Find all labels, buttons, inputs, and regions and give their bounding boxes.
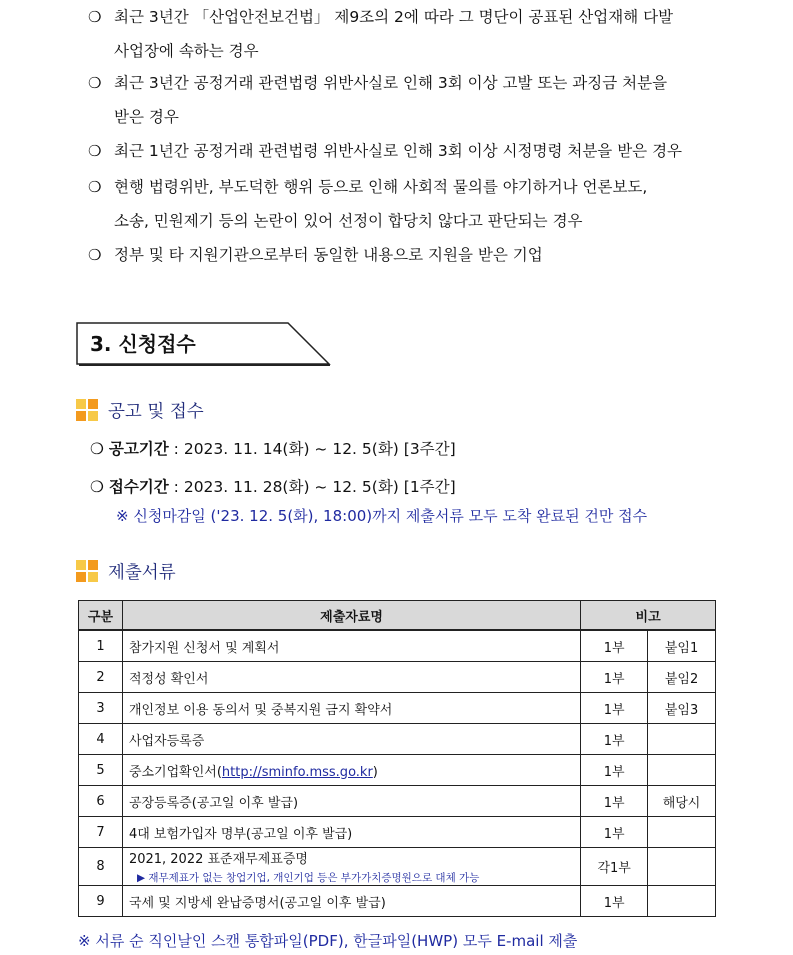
- announce-period-label: 공고기간: [108, 440, 169, 458]
- table-header-row: [79, 601, 716, 631]
- row-name-text: 2021, 2022 표준재무제표증명: [128, 852, 308, 867]
- circle-bullet-icon: ❍: [88, 178, 102, 196]
- row-attach: 붙임2: [648, 662, 716, 693]
- table-row: [79, 786, 716, 817]
- sminfo-link[interactable]: http://sminfo.mss.go.kr: [221, 764, 373, 780]
- row-attach: 붙임1: [648, 630, 716, 662]
- list-item-line: 현행 법령위반, 부도덕한 행위 등으로 인해 사회적 물의를 야기하거나 언론보도,: [114, 178, 648, 196]
- circle-bullet-icon: ❍: [88, 246, 102, 264]
- row-name-suffix: ): [372, 764, 378, 780]
- row-qty: 1부: [581, 817, 648, 848]
- documents-heading-text: 제출서류: [108, 563, 176, 583]
- row-name: 4대 보험가입자 명부(공고일 이후 발급): [122, 817, 580, 848]
- row-name: 개인정보 이용 동의서 및 중복지원 금지 확약서: [122, 693, 580, 724]
- row-no: 5: [79, 755, 123, 786]
- announce-period: [90, 437, 456, 459]
- row-no: 7: [79, 817, 123, 848]
- row-qty: 1부: [581, 786, 648, 817]
- list-item-line: 최근 1년간 공정거래 관련법령 위반사실로 인해 3회 이상 시정명령 처분을 받은 경우: [114, 142, 683, 160]
- row-no: 3: [79, 693, 123, 724]
- row-qty: 각1부: [581, 848, 648, 886]
- circle-bullet-icon: ❍: [90, 478, 104, 496]
- table-row: [79, 817, 716, 848]
- row-no: 8: [79, 848, 123, 886]
- quad-square-icon: [76, 399, 98, 421]
- row-attach: [648, 848, 716, 886]
- row-sub-note: ▶ 재무제표가 없는 창업기업, 개인기업 등은 부가가치증명원으로 대체 가능: [136, 872, 480, 884]
- receipt-period-value: : 2023. 11. 28(화) ~ 12. 5(화) [1주간]: [168, 478, 456, 496]
- list-item: [88, 238, 543, 272]
- section-title: 3. 신청접수: [90, 332, 196, 356]
- list-item: [88, 0, 673, 68]
- row-no: 1: [79, 630, 123, 662]
- table-row: [79, 755, 716, 786]
- row-no: 6: [79, 786, 123, 817]
- announce-period-value: : 2023. 11. 14(화) ~ 12. 5(화) [3주간]: [168, 440, 456, 458]
- list-item-line: 최근 3년간 「산업안전보건법」 제9조의 2에 따라 그 명단이 공표된 산업재해 다발: [114, 8, 674, 26]
- list-item: [88, 170, 647, 238]
- row-qty: 1부: [581, 755, 648, 786]
- row-name: 국세 및 지방세 완납증명서(공고일 이후 발급): [122, 886, 580, 917]
- row-name: [122, 848, 580, 886]
- table-row: [79, 886, 716, 917]
- row-attach: 붙임3: [648, 693, 716, 724]
- notice-heading: [76, 398, 204, 423]
- section-heading-tab: [76, 322, 326, 362]
- column-header-no: 구분: [79, 601, 123, 631]
- row-name: [122, 755, 580, 786]
- submission-footnote: ※ 서류 순 직인날인 스캔 통합파일(PDF), 한글파일(HWP) 모두 E-mail 제출: [78, 932, 578, 950]
- table-row: [79, 630, 716, 662]
- row-name: 참가지원 신청서 및 계획서: [122, 630, 580, 662]
- row-no: 9: [79, 886, 123, 917]
- table-row: [79, 848, 716, 886]
- row-qty: 1부: [581, 693, 648, 724]
- circle-bullet-icon: ❍: [90, 440, 104, 458]
- receipt-period-label: 접수기간: [108, 478, 169, 496]
- row-no: 4: [79, 724, 123, 755]
- list-item: [88, 66, 667, 134]
- row-attach: [648, 886, 716, 917]
- circle-bullet-icon: ❍: [88, 74, 102, 92]
- table-row: [79, 693, 716, 724]
- circle-bullet-icon: ❍: [88, 142, 102, 160]
- row-name: 사업자등록증: [122, 724, 580, 755]
- row-attach: [648, 817, 716, 848]
- deadline-note: ※ 신청마감일 ('23. 12. 5(화), 18:00)까지 제출서류 모두 도착 완료된 건만 접수: [116, 507, 648, 525]
- row-attach: 해당시: [648, 786, 716, 817]
- list-item-line: 정부 및 타 지원기관으로부터 동일한 내용으로 지원을 받은 기업: [114, 246, 543, 264]
- row-qty: 1부: [581, 724, 648, 755]
- row-qty: 1부: [581, 630, 648, 662]
- row-name: 공장등록증(공고일 이후 발급): [122, 786, 580, 817]
- row-no: 2: [79, 662, 123, 693]
- documents-table: [78, 600, 716, 917]
- documents-heading: [76, 559, 176, 584]
- list-item-line: 소송, 민원제기 등의 논란이 있어 선정이 합당치 않다고 판단되는 경우: [114, 212, 583, 230]
- column-header-remark: 비고: [581, 601, 716, 631]
- row-name: 적정성 확인서: [122, 662, 580, 693]
- row-qty: 1부: [581, 662, 648, 693]
- row-qty: 1부: [581, 886, 648, 917]
- list-item-line: 최근 3년간 공정거래 관련법령 위반사실로 인해 3회 이상 고발 또는 과징금 처분을: [114, 74, 668, 92]
- receipt-period: [90, 475, 456, 497]
- table-row: [79, 724, 716, 755]
- row-attach: [648, 724, 716, 755]
- list-item: [88, 134, 682, 168]
- quad-square-icon: [76, 560, 98, 582]
- list-item-line: 사업장에 속하는 경우: [114, 42, 259, 60]
- table-row: [79, 662, 716, 693]
- list-item-line: 받은 경우: [114, 108, 179, 126]
- row-attach: [648, 755, 716, 786]
- circle-bullet-icon: ❍: [88, 8, 102, 26]
- column-header-name: 제출자료명: [122, 601, 580, 631]
- row-name-text: 중소기업확인서(: [128, 764, 222, 780]
- notice-heading-text: 공고 및 접수: [108, 402, 204, 422]
